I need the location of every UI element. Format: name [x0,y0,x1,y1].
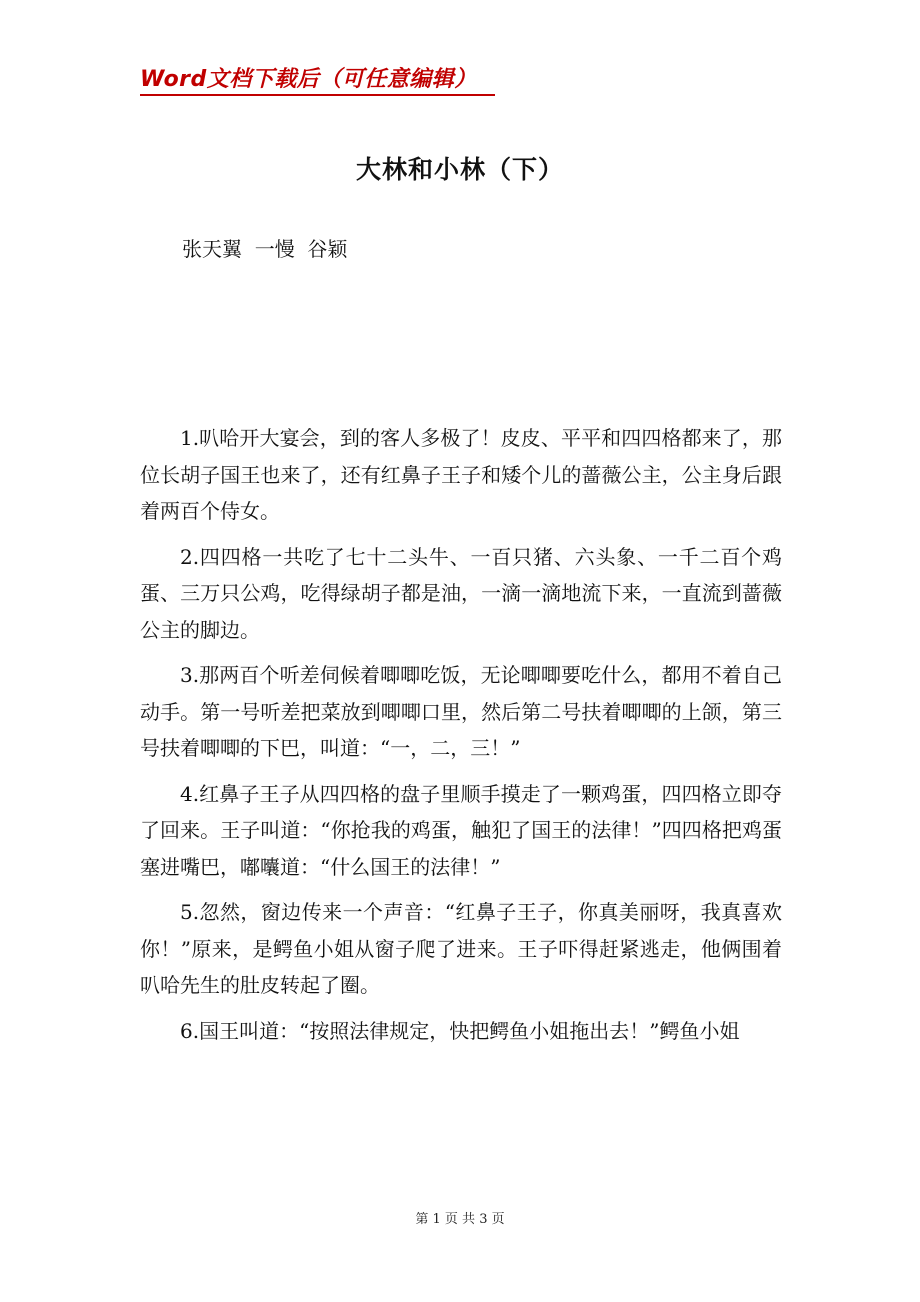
download-banner-text: Word文档下载后（可任意编辑） [140,67,477,92]
banner-underline [140,94,495,96]
paragraph: 6.国王叫道：“按照法律规定，快把鳄鱼小姐拖出去！”鳄鱼小姐 [180,1018,740,1043]
paragraph: 5.忽然，窗边传来一个声音：“红鼻子王子，你真美丽呀，我真喜欢你！”原来，是鳄鱼小姐从窗子爬了进来。王子吓得赶紧逃走，他俩围着叭哈先生的肚皮转起了圈。 [140,900,782,997]
document-authors: 张天翼 一慢 谷颖 [182,237,348,261]
paragraph: 2.四四格一共吃了七十二头牛、一百只猪、六头象、一千二百个鸡蛋、三万只公鸡，吃得绿胡子都是油，一滴一滴地流下来，一直流到蔷薇公主的脚边。 [140,544,782,642]
download-banner [140,62,477,93]
document-title: 大林和小林（下） [355,155,564,184]
paragraph: 1.叭哈开大宴会，到的客人多极了！皮皮、平平和四四格都来了，那位长胡子国王也来了，还有红鼻子王子和矮个儿的蔷薇公主，公主身后跟着两百个侍女。 [140,426,782,523]
paragraph: 3.那两百个听差伺候着唧唧吃饭，无论唧唧要吃什么，都用不着自己动手。第一号听差把菜放到唧唧口里，然后第二号扶着唧唧的上颌，第三号扶着唧唧的下巴，叫道：“一，二，三！” [140,663,782,760]
page-footer: 第 1 页 共 3 页 [415,1212,505,1227]
paragraph: 4.红鼻子王子从四四格的盘子里顺手摸走了一颗鸡蛋，四四格立即夺了回来。王子叫道：“你抢我的鸡蛋，触犯了国王的法律！”四四格把鸡蛋塞进嘴巴，嘟囔道：“什么国王的法律！” [140,781,782,879]
document-body [140,420,782,1058]
